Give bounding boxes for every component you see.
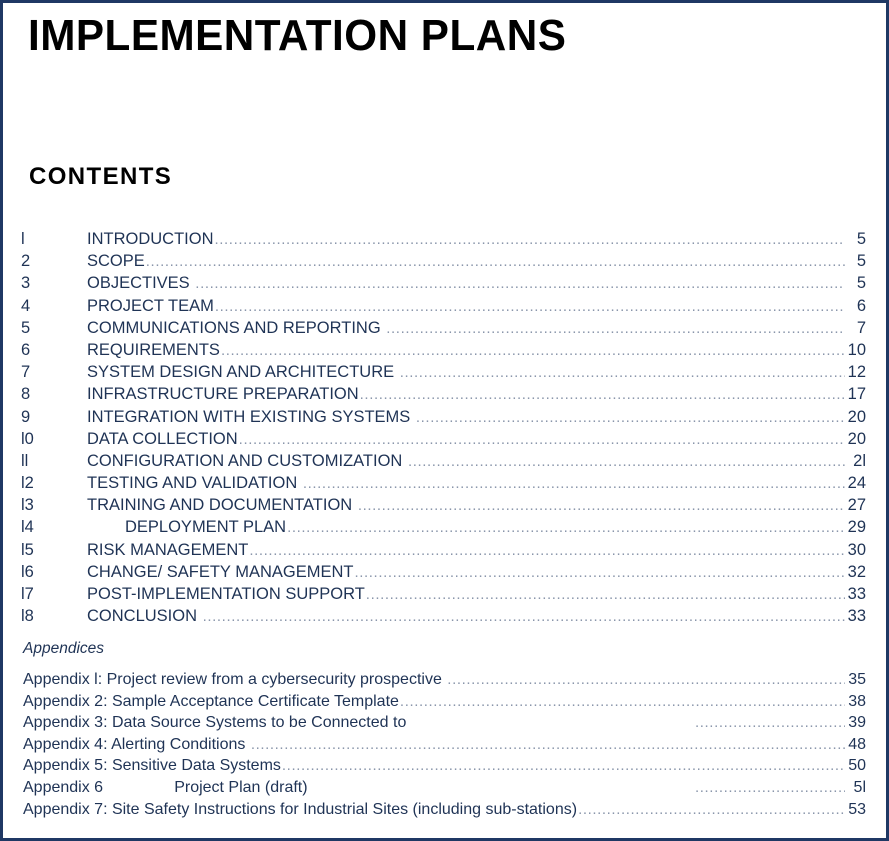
toc-dot-leader: [287, 519, 845, 536]
appendix-entry-page-number: 38: [848, 692, 866, 710]
toc-entry-number: l8: [21, 607, 34, 626]
toc-entry[interactable]: [21, 341, 866, 363]
appendix-entry[interactable]: [23, 736, 866, 758]
toc-entry-number: 2: [21, 252, 31, 271]
appendix-entry-page-number: 35: [848, 671, 866, 688]
toc-entry-number: l6: [21, 562, 34, 581]
toc-entry-number: 3: [21, 274, 31, 293]
toc-entry-number: 5: [21, 318, 31, 337]
toc-entry-title: INFRASTRUCTURE PREPARATION: [87, 385, 359, 404]
toc-dot-leader: [416, 409, 845, 426]
appendix-entry[interactable]: [23, 757, 866, 779]
toc-entry-title: DEPLOYMENT PLAN: [125, 518, 287, 537]
toc-entry[interactable]: [21, 363, 866, 385]
appendix-entry[interactable]: [23, 714, 866, 736]
toc-entry-page-number: 29: [847, 518, 866, 537]
toc-entry[interactable]: [21, 385, 866, 407]
toc-entry[interactable]: [21, 430, 866, 452]
toc-entry-number: l7: [21, 585, 34, 603]
table-of-contents: [21, 230, 866, 629]
toc-dot-leader: [215, 298, 845, 315]
toc-entry-number: l3: [21, 496, 34, 515]
appendix-entry-page-number: 48: [848, 735, 866, 753]
toc-entry-title: POST-IMPLEMENTATION SUPPORT: [87, 585, 365, 603]
toc-entry-page-number: 20: [847, 407, 866, 426]
appendices-heading: Appendices: [23, 640, 105, 657]
toc-entry-page-number: 24: [847, 474, 866, 493]
toc-dot-leader: [215, 231, 846, 248]
toc-entry-page-number: 7: [856, 318, 866, 337]
appendix-entry-label: Appendix 3: Data Source Systems to be Connected to: [23, 714, 407, 732]
appendix-entry[interactable]: [23, 671, 866, 693]
toc-entry-title: CONCLUSION: [87, 607, 198, 626]
toc-entry[interactable]: [21, 297, 866, 319]
appendix-dot-leader: [447, 671, 845, 688]
toc-entry-title: SCOPE: [87, 252, 145, 271]
toc-entry[interactable]: [21, 496, 866, 518]
toc-entry-page-number: 30: [847, 540, 866, 559]
toc-dot-leader: [360, 386, 845, 403]
toc-dot-leader: [221, 342, 845, 359]
toc-entry[interactable]: [21, 319, 866, 341]
toc-entry-page-number: 17: [847, 385, 866, 404]
toc-entry[interactable]: [21, 541, 866, 563]
toc-entry-title: COMMUNICATIONS AND REPORTING: [87, 318, 381, 337]
toc-dot-leader: [146, 253, 845, 270]
toc-entry-number: 7: [21, 363, 31, 382]
toc-entry-number: 9: [21, 407, 31, 426]
appendix-entry-label: Appendix 5: Sensitive Data Systems: [23, 757, 281, 775]
toc-dot-leader: [354, 564, 845, 581]
toc-entry-title: TESTING AND VALIDATION: [87, 474, 298, 493]
toc-entry-number: l2: [21, 474, 34, 493]
toc-entry-title: SYSTEM DESIGN AND ARCHITECTURE: [87, 363, 395, 382]
toc-entry-title: RISK MANAGEMENT: [87, 540, 249, 559]
appendix-entry-page-number: 5l: [853, 778, 866, 796]
appendix-list: [23, 671, 866, 822]
toc-entry[interactable]: [21, 452, 866, 474]
toc-entry-page-number: 5: [856, 252, 866, 271]
appendix-dot-leader: [578, 801, 845, 818]
toc-dot-leader: [386, 320, 845, 337]
toc-entry-page-number: 32: [847, 562, 866, 581]
toc-entry-title: CONFIGURATION AND CUSTOMIZATION: [87, 451, 403, 470]
toc-entry-page-number: 5: [856, 274, 866, 293]
toc-entry-title: DATA COLLECTION: [87, 429, 238, 448]
toc-dot-leader: [400, 364, 845, 381]
toc-entry-title: INTEGRATION WITH EXISTING SYSTEMS: [87, 407, 411, 426]
toc-entry-title: OBJECTIVES: [87, 274, 190, 293]
toc-dot-leader: [239, 431, 845, 448]
appendix-entry[interactable]: [23, 693, 866, 715]
appendix-entry[interactable]: [23, 779, 866, 801]
toc-entry-page-number: 33: [847, 607, 866, 626]
toc-entry[interactable]: [21, 252, 866, 274]
toc-dot-leader: [249, 542, 845, 559]
toc-entry[interactable]: [21, 474, 866, 496]
toc-entry-number: 8: [21, 385, 31, 404]
toc-entry-number: 4: [21, 296, 31, 315]
toc-entry-number: l5: [21, 540, 34, 559]
toc-dot-leader: [203, 608, 845, 625]
appendix-dot-leader: [695, 714, 845, 731]
page-title: IMPLEMENTATION PLANS: [28, 11, 567, 60]
appendix-dot-leader: [251, 736, 845, 753]
toc-entry-page-number: 10: [847, 340, 866, 359]
toc-entry-number: l0: [21, 429, 34, 448]
toc-entry-page-number: 6: [856, 296, 866, 315]
toc-entry-title: REQUIREMENTS: [87, 340, 220, 359]
appendix-dot-leader: [400, 693, 845, 710]
toc-entry-title: TRAINING AND DOCUMENTATION: [87, 496, 353, 515]
toc-entry[interactable]: [21, 274, 866, 296]
toc-dot-leader: [358, 497, 845, 514]
toc-entry-page-number: 5: [856, 230, 866, 248]
toc-entry[interactable]: [21, 563, 866, 585]
toc-entry-title: CHANGE/ SAFETY MANAGEMENT: [87, 562, 354, 581]
appendix-entry-label: Appendix 6 Project Plan (draft): [23, 778, 308, 796]
toc-dot-leader: [366, 586, 845, 603]
toc-entry[interactable]: [21, 585, 866, 607]
toc-entry[interactable]: [21, 607, 866, 629]
appendix-entry-page-number: 53: [848, 800, 866, 818]
appendix-entry[interactable]: [23, 801, 866, 823]
toc-entry-page-number: 20: [847, 429, 866, 448]
appendix-entry-label: Appendix 2: Sample Acceptance Certificate Template: [23, 692, 399, 710]
toc-entry-page-number: 27: [847, 496, 866, 515]
toc-entry-number: 6: [21, 340, 31, 359]
toc-entry[interactable]: [21, 408, 866, 430]
toc-entry-number: ll: [21, 451, 29, 470]
appendix-entry-page-number: 50: [848, 757, 866, 775]
contents-heading: CONTENTS: [29, 163, 173, 190]
toc-dot-leader: [408, 453, 845, 470]
toc-entry-page-number: 2l: [853, 451, 866, 470]
toc-dot-leader: [195, 275, 845, 292]
toc-entry-page-number: 12: [847, 363, 866, 382]
appendix-entry-page-number: 39: [848, 714, 866, 732]
appendix-entry-label: Appendix 4: Alerting Conditions: [23, 735, 246, 753]
appendix-dot-leader: [695, 779, 845, 796]
appendix-entry-label: Appendix 7: Site Safety Instructions for Industrial Sites (including sub-stations): [23, 800, 578, 818]
toc-entry-title: PROJECT TEAM: [87, 296, 214, 315]
toc-entry-title: INTRODUCTION: [87, 230, 214, 248]
appendix-entry-label: Appendix l: Project review from a cybersecurity prospective: [23, 671, 442, 688]
toc-entry[interactable]: [21, 518, 866, 540]
toc-entry[interactable]: [21, 230, 866, 252]
toc-entry-number: l4: [21, 518, 34, 537]
toc-entry-page-number: 33: [847, 585, 866, 603]
toc-entry-number: l: [21, 230, 25, 248]
toc-dot-leader: [303, 475, 845, 492]
appendix-dot-leader: [282, 757, 845, 774]
